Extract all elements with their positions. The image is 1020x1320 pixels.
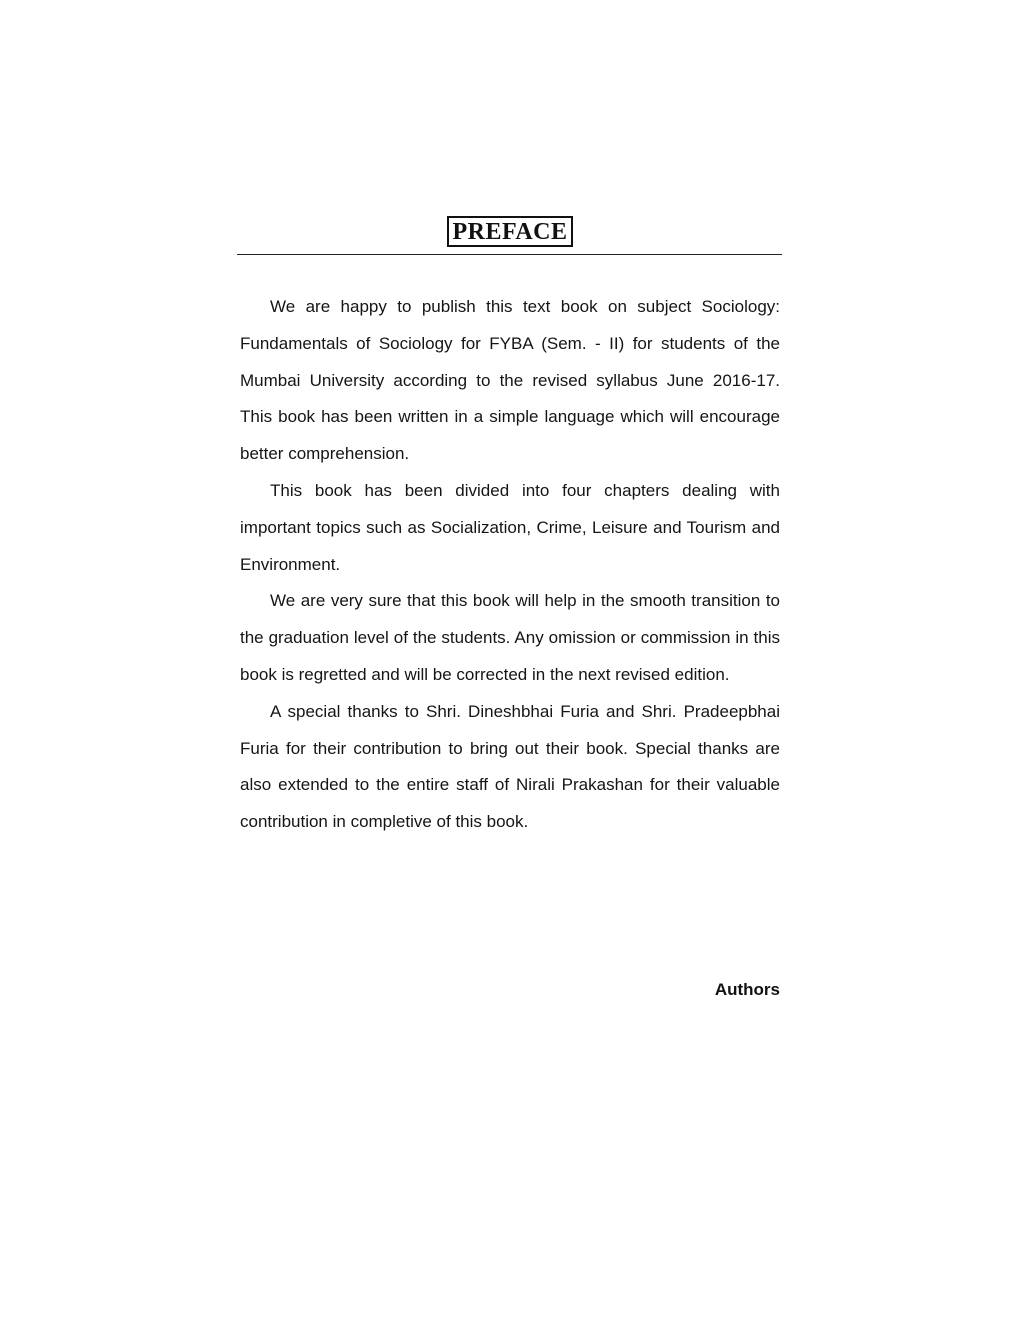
page-title-container [0, 216, 1020, 247]
preface-paragraph-2: This book has been divided into four chapters dealing with important topics such as Socialization, Crime, Leisure and Tourism and Environment. [240, 480, 780, 574]
preface-body [240, 289, 780, 841]
preface-paragraph-3: We are very sure that this book will help in the smooth transition to the graduation level of the students. Any omission or commission in this book is regretted and will be corrected in the next revised edition. [240, 591, 780, 684]
preface-paragraph-1: We are happy to publish this text book on subject Sociology: Fundamentals of Sociology for FYBA (Sem. - II) for students of the Mumbai University according to the revised syllabus June 2016-17. This book has been written in a simple language which will encourage better comprehension. [240, 297, 780, 464]
signature: Authors [714, 980, 780, 999]
page-title: PREFACE [447, 216, 572, 247]
preface-paragraph-4: A special thanks to Shri. Dineshbhai Furia and Shri. Pradeepbhai Furia for their contribution to bring out their book. Special thanks are also extended to the entire staff of Nirali Prakashan for their valuable contribution in completive of this book. [240, 701, 780, 832]
title-divider [237, 254, 782, 255]
